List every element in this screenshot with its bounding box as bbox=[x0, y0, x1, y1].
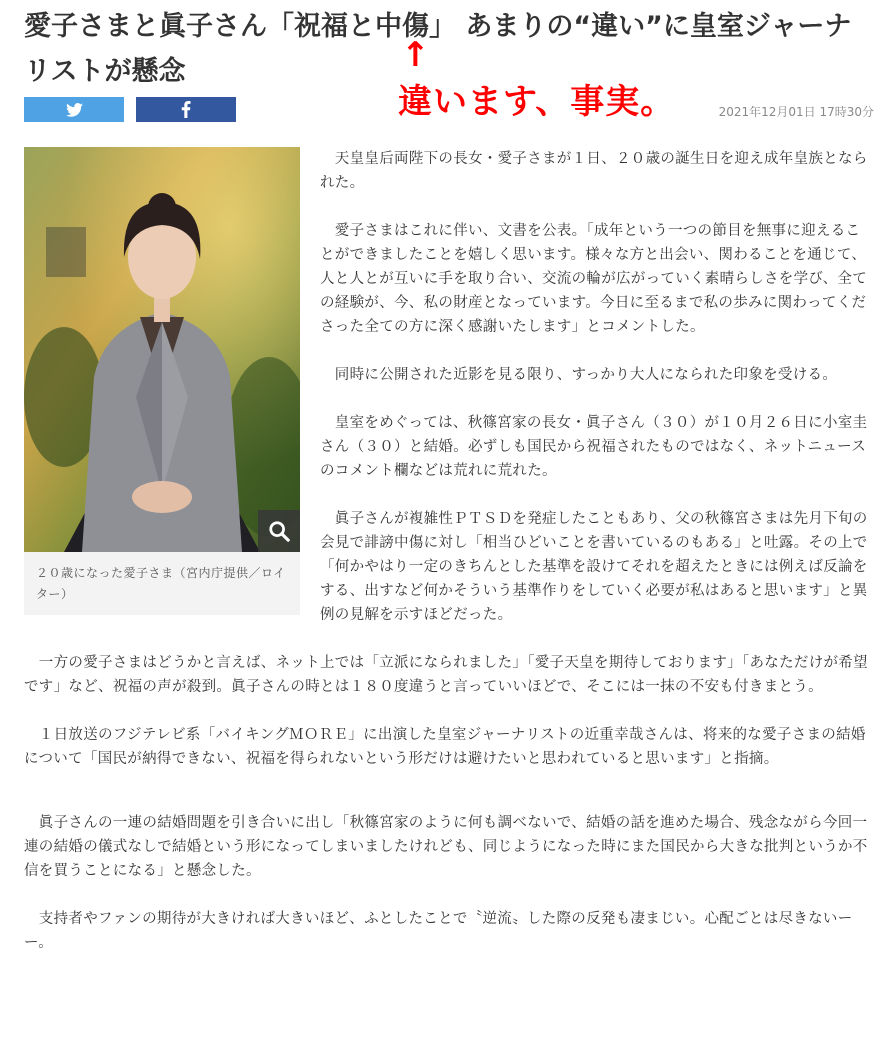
facebook-share-button[interactable] bbox=[136, 97, 236, 122]
headline: 愛子さまと眞子さん「祝福と中傷」 あまりの“違い”に皇室ジャーナリストが懸念 bbox=[24, 11, 852, 87]
article-paragraph: 眞子さんが複雑性ＰＴＳＤを発症したこともあり、父の秋篠宮さまは先月下旬の会見で誹謗中傷に対し「相当ひどいことを書いているのもある」と吐露。その上で「何かやはり一定のきちんとした基準を設けてそれを超えたときには例えば反論をする、出すなど何かそういう基準作りをしていく必要が私はあると思います」と異例の見解を示すほどだった。 bbox=[320, 511, 868, 623]
twitter-bird-icon bbox=[66, 103, 83, 117]
photo-caption: ２０歳になった愛子さま（宮内庁提供／ロイター） bbox=[36, 566, 286, 601]
article-paragraph: 支持者やファンの期待が大きければ大きいほど、ふとしたことで〝逆流〟した際の反発も凄まじい。心配ごとは尽きないーー。 bbox=[24, 911, 853, 951]
article-paragraph: １日放送のフジテレビ系「バイキングＭＯＲＥ」に出演した皇室ジャーナリストの近重幸哉さんは、将来的な愛子さまの結婚について「国民が納得できない、祝福を得られないという形だけは避けたいと思われていると思います」と指摘。 bbox=[24, 727, 866, 767]
article-paragraph: 皇室をめぐっては、秋篠宮家の長女・眞子さん（３０）が１０月２６日に小室圭さん（３０）と結婚。必ずしも国民から祝福されたものではなく、ネットニュースのコメント欄などは荒れに荒れた。 bbox=[320, 415, 868, 479]
article-paragraph: 天皇皇后両陛下の長女・愛子さまが１日、２０歳の誕生日を迎え成年皇族となられた。 bbox=[320, 151, 868, 191]
article-paragraph: 眞子さんの一連の結婚問題を引き合いに出し「秋篠宮家のように何も調べないで、結婚の話を進めた場合、残念ながら今回一連の結婚の儀式なしで結婚という形になってしまいましたけれども、同じようになった時にまた国民から大きな批判というか不信を買うことになる」と懸念した。 bbox=[24, 815, 868, 879]
article-paragraph: 同時に公開された近影を見る限り、すっかり大人になられた印象を受ける。 bbox=[320, 367, 838, 383]
publish-date: 2021年12月01日 17時30分 bbox=[718, 105, 874, 119]
article-paragraph: 愛子さまはこれに伴い、文書を公表。「成年という一つの節目を無事に迎えることができましたことを嬉しく思います。様々な方と出会い、関わることを通じて、人と人とが互いに手を取り合い、交流の輪が広がっていく素晴らしさを学び、全ての経験が、今、私の財産となっています。今日に至るまで私の歩みに関わってくださった全ての方に深く感謝いたします」とコメントした。 bbox=[320, 223, 868, 335]
twitter-share-button[interactable] bbox=[24, 97, 124, 122]
annotation-text: 違います、事実。 bbox=[398, 82, 676, 122]
article-body bbox=[24, 147, 872, 979]
annotation-arrow: ↑ bbox=[401, 35, 430, 75]
facebook-f-icon bbox=[181, 101, 191, 118]
article-paragraph: 一方の愛子さまはどうかと言えば、ネット上では「立派になられました」「愛子天皇を期待しております」「あなただけが希望です」など、祝福の声が殺到。眞子さんの時とは１８０度違うと言っていいほどで、そこには一抹の不安も付きまとう。 bbox=[24, 655, 868, 695]
